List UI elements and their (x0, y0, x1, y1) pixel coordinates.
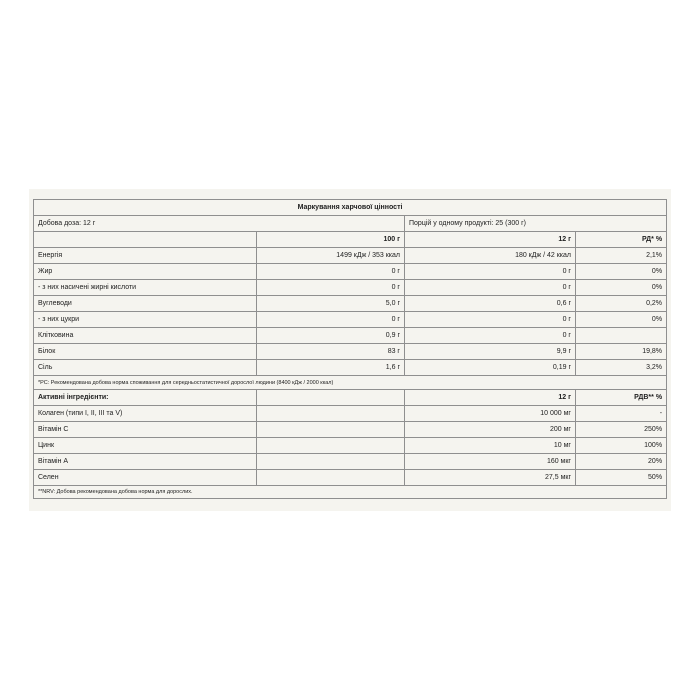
rd-percent (576, 328, 667, 344)
value-per-100g: 0 г (257, 264, 405, 280)
table-title-row (34, 200, 667, 216)
nutrient-name: - з них цукри (34, 312, 257, 328)
active-row-zinc (34, 438, 667, 454)
value-per-12g: 0,6 г (405, 296, 576, 312)
nutrition-row-energy (34, 248, 667, 264)
nutrition-label-panel (29, 189, 671, 511)
nutrition-row-carbohydrates (34, 296, 667, 312)
rd-footnote: *РС: Рекомендована добова норма споживання для середньостатистичної дорослої людини (8400 кДж / 2000 ккал) (34, 376, 667, 390)
nutrition-row-protein (34, 344, 667, 360)
active-ingredients-heading: Активні інгредієнти: (34, 390, 257, 406)
rd-percent: 19,8% (576, 344, 667, 360)
nutrient-name: Білок (34, 344, 257, 360)
value-per-12g: 9,9 г (405, 344, 576, 360)
nrv-note-row (34, 486, 667, 499)
value-per-100g: 0,9 г (257, 328, 405, 344)
nutrition-row-fat (34, 264, 667, 280)
portions-count: Порцій у одному продукті: 25 (300 г) (405, 216, 667, 232)
value-per-100g: 1499 кДж / 353 ккал (257, 248, 405, 264)
rd-percent: 0% (576, 264, 667, 280)
ingredient-name: Цинк (34, 438, 257, 454)
active-row-selenium (34, 470, 667, 486)
header-empty-cell (257, 390, 405, 406)
empty-cell (257, 406, 405, 422)
value-per-100g: 0 г (257, 312, 405, 328)
nutrient-name: Клітковина (34, 328, 257, 344)
table-title: Маркування харчової цінності (34, 200, 667, 216)
rd-percent: 0% (576, 280, 667, 296)
ingredient-name: Вітамін С (34, 422, 257, 438)
value-per-12g: 0 г (405, 328, 576, 344)
nrv-footnote: **NRV: Добова рекомендована добова норма для дорослих. (34, 486, 667, 499)
empty-cell (257, 438, 405, 454)
ingredient-rdv: 20% (576, 454, 667, 470)
ingredient-amount: 200 мг (405, 422, 576, 438)
ingredient-amount: 27,5 мкг (405, 470, 576, 486)
value-per-12g: 0 г (405, 280, 576, 296)
nutrition-row-saturated-fat (34, 280, 667, 296)
ingredient-name: Селен (34, 470, 257, 486)
ingredient-amount: 160 мкг (405, 454, 576, 470)
value-per-12g: 0 г (405, 264, 576, 280)
active-row-vitamin-a (34, 454, 667, 470)
rd-note-row (34, 376, 667, 390)
active-row-vitamin-c (34, 422, 667, 438)
active-ingredients-header-row (34, 390, 667, 406)
ingredient-rdv: 250% (576, 422, 667, 438)
empty-cell (257, 454, 405, 470)
header-rdv-percent: РДВ** % (576, 390, 667, 406)
ingredient-amount: 10 000 мг (405, 406, 576, 422)
header-per-12g: 12 г (405, 232, 576, 248)
empty-cell (257, 422, 405, 438)
value-per-12g: 180 кДж / 42 ккал (405, 248, 576, 264)
ingredient-rdv: 50% (576, 470, 667, 486)
empty-cell (257, 470, 405, 486)
ingredient-rdv: - (576, 406, 667, 422)
ingredient-name: Колаген (типи I, II, III та V) (34, 406, 257, 422)
nutrient-name: - з них насичені жирні кислоти (34, 280, 257, 296)
nutrition-table (33, 199, 667, 499)
dose-row (34, 216, 667, 232)
rd-percent: 3,2% (576, 360, 667, 376)
rd-percent: 0,2% (576, 296, 667, 312)
ingredient-rdv: 100% (576, 438, 667, 454)
active-row-collagen (34, 406, 667, 422)
value-per-100g: 0 г (257, 280, 405, 296)
nutrition-row-sugars (34, 312, 667, 328)
value-per-100g: 5,0 г (257, 296, 405, 312)
value-per-12g: 0 г (405, 312, 576, 328)
nutrition-header-row (34, 232, 667, 248)
nutrition-row-fiber (34, 328, 667, 344)
value-per-12g: 0,19 г (405, 360, 576, 376)
nutrient-name: Сіль (34, 360, 257, 376)
nutrient-name: Вуглеводи (34, 296, 257, 312)
rd-percent: 0% (576, 312, 667, 328)
ingredient-name: Вітамін А (34, 454, 257, 470)
header-active-12g: 12 г (405, 390, 576, 406)
value-per-100g: 1,6 г (257, 360, 405, 376)
nutrition-row-salt (34, 360, 667, 376)
header-per-100g: 100 г (257, 232, 405, 248)
daily-dose: Добова доза: 12 г (34, 216, 405, 232)
header-rd-percent: РД* % (576, 232, 667, 248)
value-per-100g: 83 г (257, 344, 405, 360)
rd-percent: 2,1% (576, 248, 667, 264)
ingredient-amount: 10 мг (405, 438, 576, 454)
nutrient-name: Жир (34, 264, 257, 280)
header-empty-cell (34, 232, 257, 248)
nutrient-name: Енергія (34, 248, 257, 264)
